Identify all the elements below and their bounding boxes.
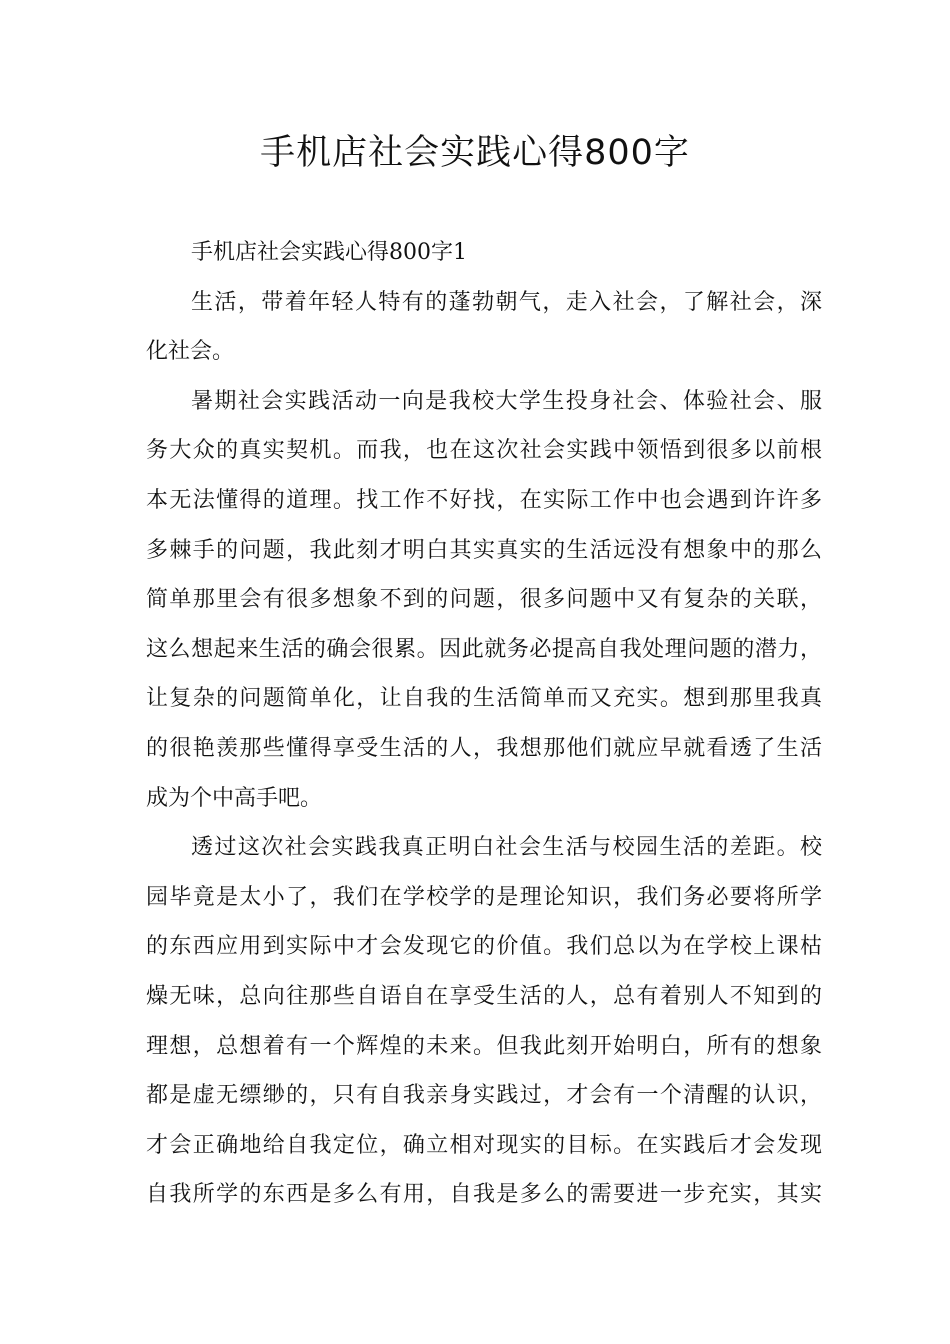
- paragraph: [146, 823, 822, 1220]
- paragraph-line: 务大众的真实契机。而我，也在这次社会实践中领悟到很多以前根: [146, 438, 822, 464]
- paragraph-line: 园毕竟是太小了，我们在学校学的是理论知识，我们务必要将所学: [146, 884, 822, 910]
- paragraph-line: 化社会。: [146, 339, 235, 365]
- paragraph-line: 多棘手的问题，我此刻才明白其实真实的生活远没有想象中的那么: [146, 537, 822, 563]
- paragraph-line: 的很艳羡那些懂得享受生活的人，我想那他们就应早就看透了生活: [146, 735, 822, 761]
- paragraph-line: 成为个中高手吧。: [146, 785, 323, 811]
- paragraph-line: 暑期社会实践活动一向是我校大学生投身社会、体验社会、服: [191, 388, 822, 414]
- paragraph-line: 透过这次社会实践我真正明白社会生活与校园生活的差距。校: [191, 835, 822, 861]
- paragraph-subtitle: [146, 228, 822, 278]
- paragraph-line: 都是虚无缥缈的，只有自我亲身实践过，才会有一个清醒的认识，: [146, 1083, 822, 1109]
- paragraph-line: 生活，带着年轻人特有的蓬勃朝气，走入社会，了解社会，深: [191, 289, 822, 315]
- paragraph-line: 理想，总想着有一个辉煌的未来。但我此刻开始明白，所有的想象: [146, 1033, 822, 1059]
- paragraph-line: 自我所学的东西是多么有用，自我是多么的需要进一步充实，其实: [146, 1182, 822, 1208]
- paragraph: [146, 377, 822, 823]
- paragraph-line: 本无法懂得的道理。找工作不好找，在实际工作中也会遇到许许多: [146, 487, 822, 513]
- paragraph-line: 的东西应用到实际中才会发现它的价值。我们总以为在学校上课枯: [146, 934, 822, 960]
- paragraph-line: 燥无味，总向往那些自语自在享受生活的人，总有着别人不知到的: [146, 983, 822, 1009]
- paragraph-line: 让复杂的问题简单化，让自我的生活简单而又充实。想到那里我真: [146, 686, 822, 712]
- paragraph-line: 简单那里会有很多想象不到的问题，很多问题中又有复杂的关联，: [146, 587, 822, 613]
- paragraph: [146, 278, 822, 377]
- document-title: 手机店社会实践心得800字: [260, 133, 690, 173]
- paragraph-line: 才会正确地给自我定位，确立相对现实的目标。在实践后才会发现: [146, 1132, 822, 1158]
- paragraph-line: 手机店社会实践心得800字1: [191, 240, 467, 265]
- paragraph-line: 这么想起来生活的确会很累。因此就务必提高自我处理问题的潜力，: [146, 636, 822, 662]
- document-body: [146, 228, 822, 1220]
